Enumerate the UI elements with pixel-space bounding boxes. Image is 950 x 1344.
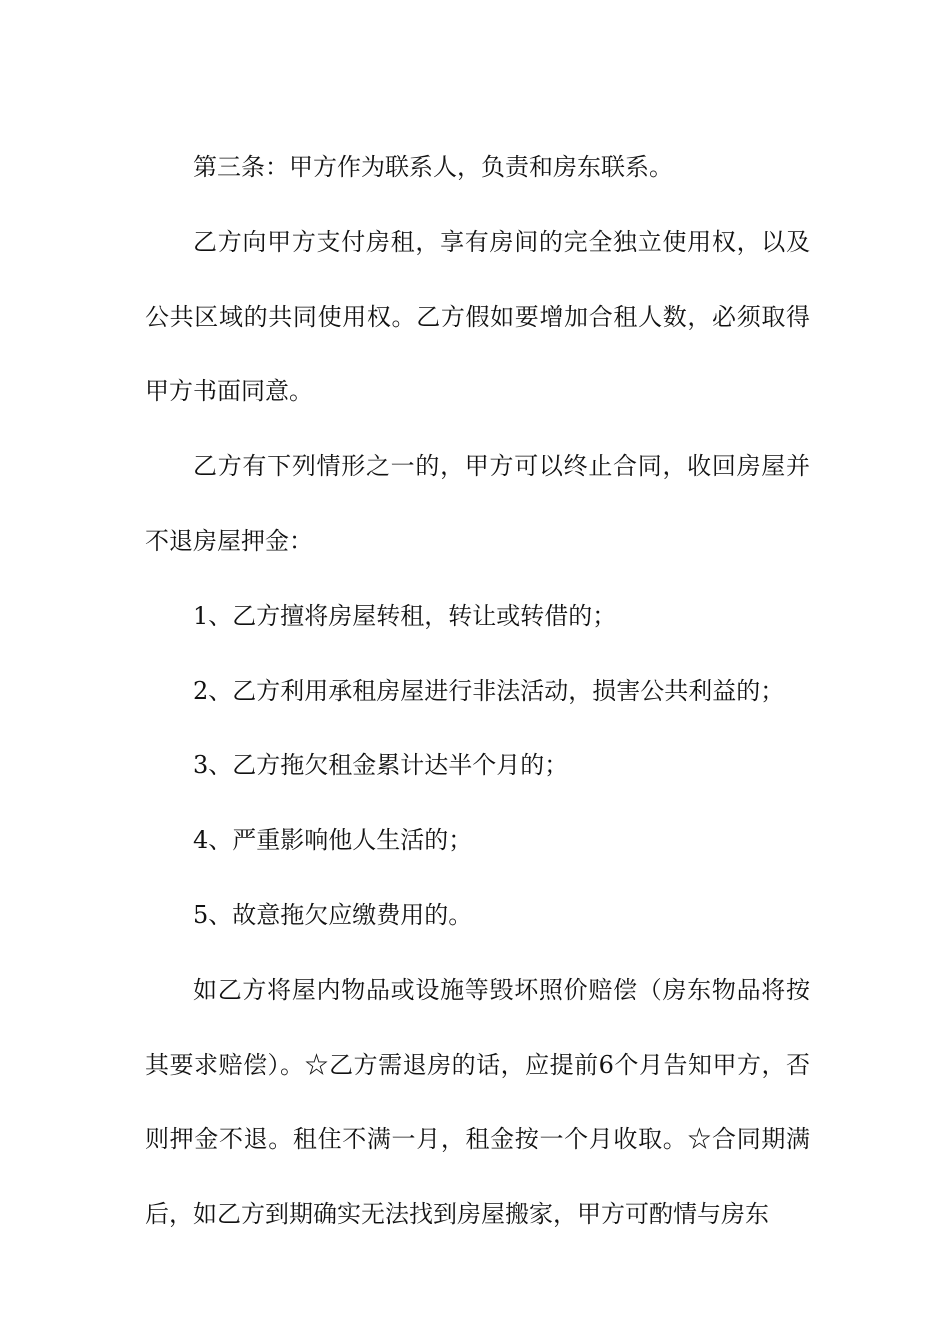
list-item-1: 1、乙方擅将房屋转租，转让或转借的； <box>193 601 617 630</box>
paragraph-article-3: 第三条：甲方作为联系人，负责和房东联系。 <box>193 153 673 181</box>
list-item-2: 2、乙方利用承租房屋进行非法活动，损害公共利益的； <box>193 676 785 705</box>
list-item-5: 5、故意拖欠应缴费用的。 <box>193 900 473 929</box>
list-item-3: 3、乙方拖欠租金累计达半个月的； <box>193 751 569 780</box>
paragraph-usage-rights: 乙方向甲方支付房租，享有房间的完全独立使用权，以及公共区域的共同使用权。乙方假如要增加合租人数，必须取得甲方书面同意。 <box>145 227 810 406</box>
document-body <box>145 130 810 1252</box>
paragraph-damage-and-checkout: 如乙方将屋内物品或设施等毁坏照价赔偿（房东物品将按其要求赔偿）。☆乙方需退房的话，应提前6个月告知甲方，否则押金不退。租住不满一月，租金按一个月收取。☆合同期满后，如乙方到期确实无法找到房屋搬家，甲方可酌情与房东 <box>145 975 810 1229</box>
list-item-4: 4、严重影响他人生活的； <box>193 826 473 855</box>
paragraph-termination-conditions: 乙方有下列情形之一的，甲方可以终止合同，收回房屋并不退房屋押金： <box>145 452 810 555</box>
